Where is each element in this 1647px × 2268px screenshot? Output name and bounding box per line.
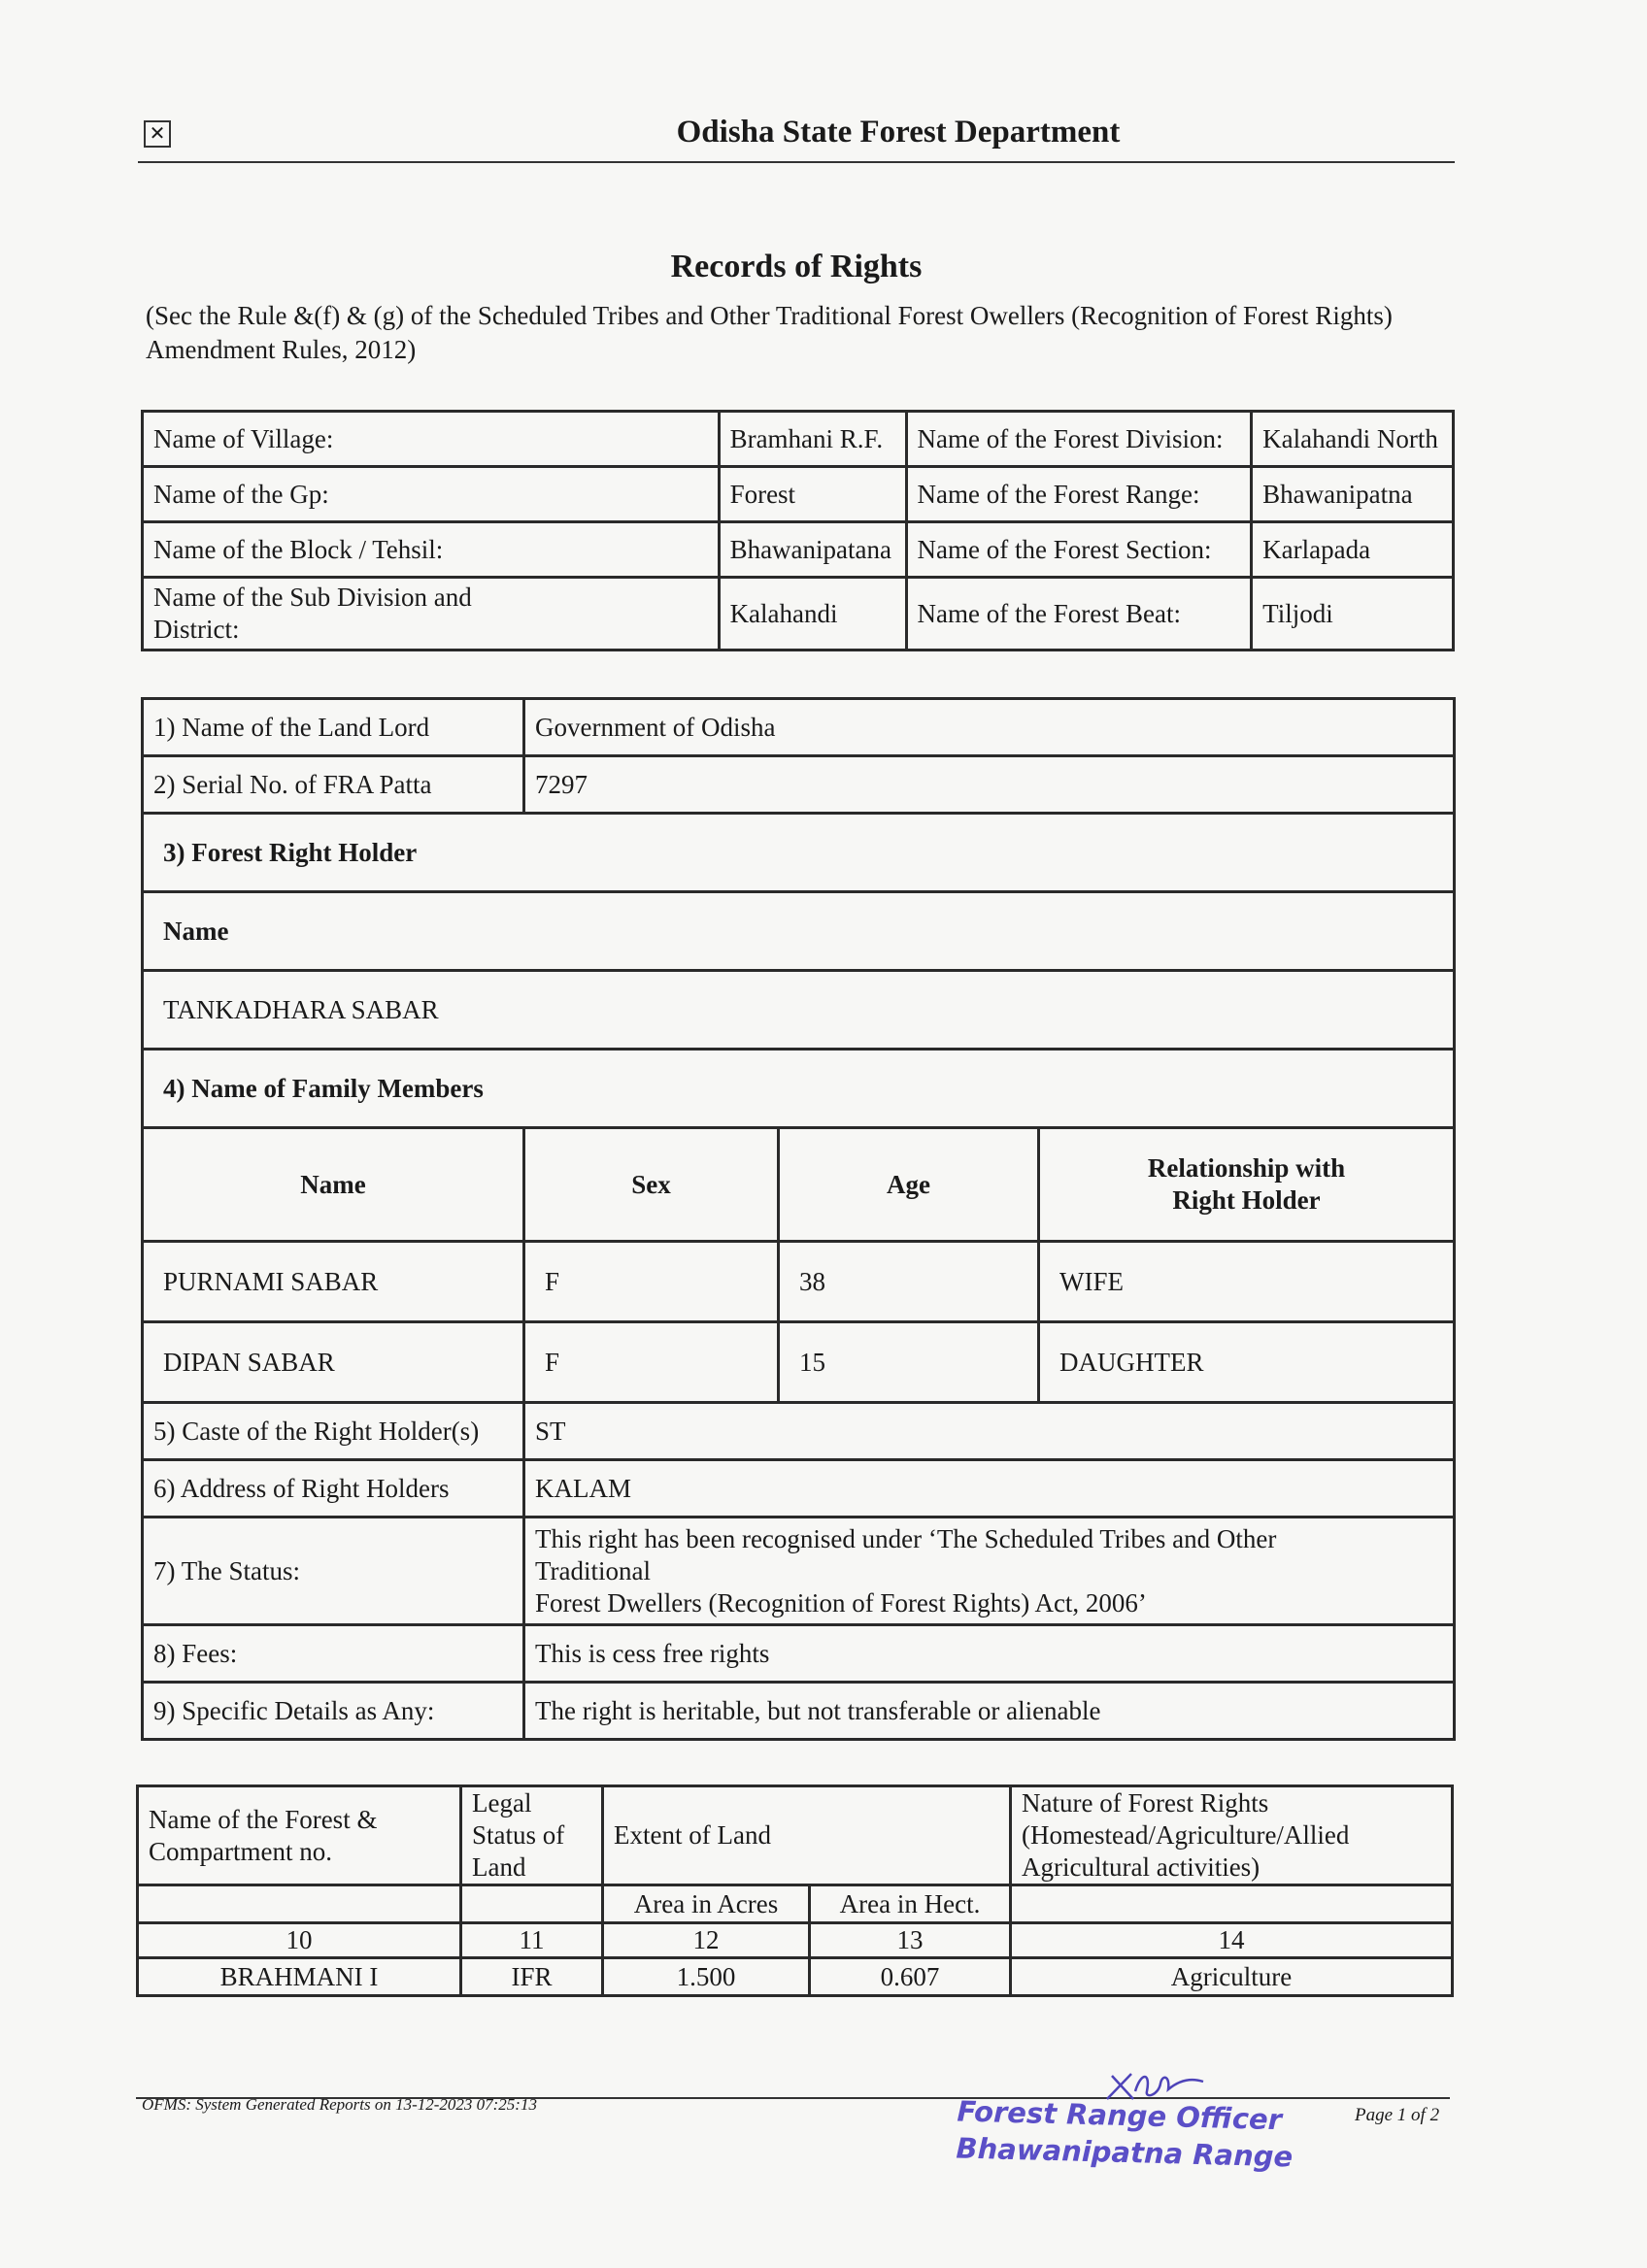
family-col-relationship-text: Relationship with Right Holder [1147,1153,1346,1215]
village-label: Name of Village: [143,412,720,467]
range-value: Bhawanipatna [1252,467,1454,522]
family-col-sex: Sex [524,1128,779,1242]
specific-value: The right is heritable, but not transferable or alienable [524,1683,1455,1740]
land-lord-value: Government of Odisha [524,699,1455,756]
land-lord-label: 1) Name of the Land Lord [143,699,524,756]
holder-heading-row [143,814,1455,892]
address-value: KALAM [524,1460,1455,1518]
member-sex: F [524,1242,779,1322]
generated-note: OFMS: System Generated Reports on 13-12-2023 07:25:13 [142,2095,537,2114]
family-col-age: Age [779,1128,1039,1242]
family-heading-row [143,1050,1455,1128]
land-lord-row [143,699,1455,756]
location-row [143,412,1454,467]
section-label: Name of the Forest Section: [906,522,1252,578]
beat-value: Tiljodi [1252,578,1454,650]
specific-label: 9) Specific Details as Any: [143,1683,524,1740]
land-subheader-empty [1011,1885,1453,1923]
land-legal-value: IFR [461,1958,603,1996]
land-col-forest: Name of the Forest & Compartment no. [138,1786,461,1885]
status-line-2: Forest Dwellers (Recognition of Forest Rights) Act, 2006’ [535,1587,1147,1618]
land-forest-value: BRAHMANI I [138,1958,461,1996]
location-row [143,522,1454,578]
department-title: Odisha State Forest Department [676,115,1121,150]
division-value: Kalahandi North [1252,412,1454,467]
member-sex: F [524,1322,779,1403]
holder-heading: 3) Forest Right Holder [143,814,1455,892]
land-header-row [138,1786,1453,1885]
land-col-number: 14 [1011,1923,1453,1958]
family-col-relationship [1039,1128,1455,1242]
land-col-number: 11 [461,1923,603,1958]
serial-label: 2) Serial No. of FRA Patta [143,756,524,814]
land-col-nature: Nature of Forest Rights (Homestead/Agriculture/Allied Agricultural activities) [1011,1786,1453,1885]
section-value: Karlapada [1252,522,1454,578]
block-value: Bhawanipatana [719,522,906,578]
land-col-number: 13 [810,1923,1011,1958]
land-value-row [138,1958,1453,1996]
land-table [136,1784,1454,1997]
fees-row [143,1625,1455,1683]
land-col-hect: Area in Hect. [810,1885,1011,1923]
block-label: Name of the Block / Tehsil: [143,522,720,578]
fees-label: 8) Fees: [143,1625,524,1683]
name-heading: Name [143,892,1455,971]
family-row [143,1322,1455,1403]
land-hect-value: 0.607 [810,1958,1011,1996]
family-row [143,1242,1455,1322]
rights-table [141,697,1456,1741]
gp-label: Name of the Gp: [143,467,720,522]
land-col-acres: Area in Acres [603,1885,810,1923]
location-row [143,467,1454,522]
member-relationship: WIFE [1039,1242,1455,1322]
family-header-row [143,1128,1455,1242]
land-acres-value: 1.500 [603,1958,810,1996]
land-subheader-row [138,1885,1453,1923]
location-table [141,410,1455,651]
header-divider [138,161,1455,163]
specific-row [143,1683,1455,1740]
beat-label: Name of the Forest Beat: [906,578,1252,650]
status-row [143,1518,1455,1625]
land-col-number: 12 [603,1923,810,1958]
stamp-line-1: Forest Range Officer [957,2094,1283,2137]
serial-value: 7297 [524,756,1455,814]
land-col-extent: Extent of Land [603,1786,1011,1885]
page-number: Page 1 of 2 [1355,2105,1440,2125]
member-name: DIPAN SABAR [143,1322,524,1403]
document-subtitle: (Sec the Rule &(f) & (g) of the Scheduled Tribes and Other Traditional Forest Owellers (Recognition of Forest Rights) Amendment Rules, 2012) [146,301,1393,364]
division-label: Name of the Forest Division: [906,412,1252,467]
officer-stamp [956,2092,1294,2175]
fees-value: This is cess free rights [524,1625,1455,1683]
name-heading-row [143,892,1455,971]
close-icon[interactable]: ✕ [144,120,171,148]
document-title: Records of Rights [670,249,923,284]
member-age: 38 [779,1242,1039,1322]
stamp-line-2: Bhawanipatna Range [956,2131,1294,2174]
family-heading: 4) Name of Family Members [143,1050,1455,1128]
status-value [524,1518,1455,1625]
status-label: 7) The Status: [143,1518,524,1625]
holder-name: TANKADHARA SABAR [143,971,1455,1050]
caste-row [143,1403,1455,1460]
land-subheader-empty [461,1885,603,1923]
caste-value: ST [524,1403,1455,1460]
land-nature-value: Agriculture [1011,1958,1453,1996]
village-value: Bramhani R.F. [719,412,906,467]
family-col-name: Name [143,1128,524,1242]
member-age: 15 [779,1322,1039,1403]
member-name: PURNAMI SABAR [143,1242,524,1322]
serial-row [143,756,1455,814]
subdivision-value: Kalahandi [719,578,906,650]
address-label: 6) Address of Right Holders [143,1460,524,1518]
land-col-number: 10 [138,1923,461,1958]
subdivision-label-text: Name of the Sub Division and District: [153,583,472,644]
member-relationship: DAUGHTER [1039,1322,1455,1403]
land-col-legal: Legal Status of Land [461,1786,603,1885]
address-row [143,1460,1455,1518]
holder-name-row [143,971,1455,1050]
land-subheader-empty [138,1885,461,1923]
location-row [143,578,1454,650]
status-line-1: This right has been recognised under ‘The Scheduled Tribes and Other Traditional [535,1523,1277,1585]
gp-value: Forest [719,467,906,522]
range-label: Name of the Forest Range: [906,467,1252,522]
caste-label: 5) Caste of the Right Holder(s) [143,1403,524,1460]
subdivision-label [143,578,720,650]
land-number-row [138,1923,1453,1958]
